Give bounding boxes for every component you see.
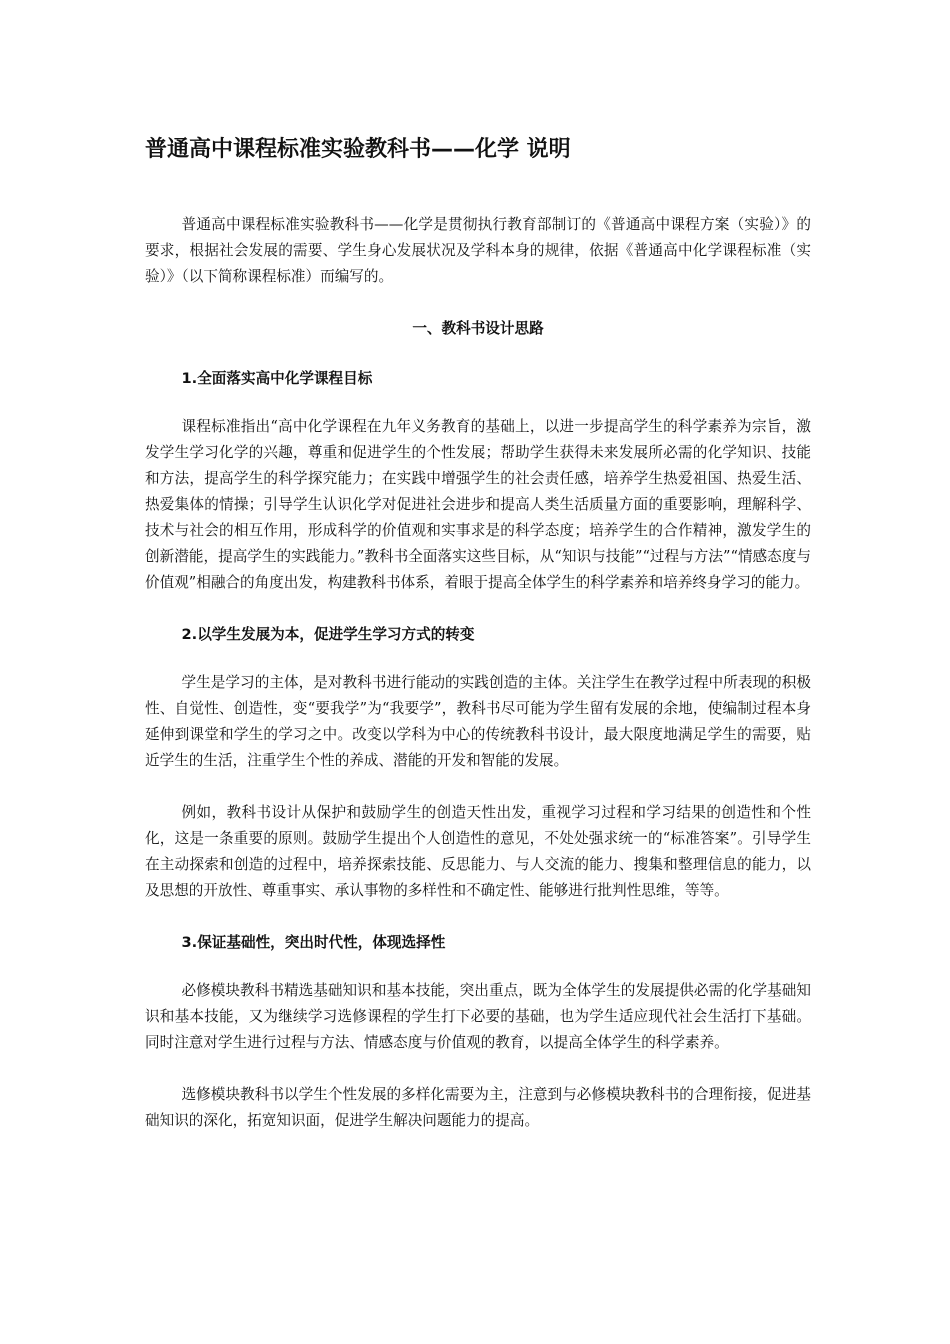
paragraph-required-modules: 必修模块教科书精选基础知识和基本技能，突出重点，既为全体学生的发展提供必需的化学基础知识和基本技能，又为继续学习选修课程的学生打下必要的基础，也为学生适应现代社会生活打下基础。同时注意对学生进行过程与方法、情感态度与价值观的教育，以提高全体学生的科学素养。 bbox=[145, 982, 811, 1051]
subheading-student-development: 2.以学生发展为本，促进学生学习方式的转变 bbox=[181, 626, 475, 643]
section-heading-design-approach: 一、教科书设计思路 bbox=[412, 320, 544, 337]
paragraph-student-development-1: 学生是学习的主体，是对教科书进行能动的实践创造的主体。关注学生在教学过程中所表现的积极性、自觉性、创造性，变“要我学”为“我要学”，教科书尽可能为学生留有发展的余地，使编制过程本身延伸到课堂和学生的学习之中。改变以学科为中心的传统教科书设计，最大限度地满足学生的需要，贴近学生的生活，注重学生个性的养成、潜能的开发和智能的发展。 bbox=[145, 674, 811, 769]
paragraph-course-goals: 课程标准指出“高中化学课程在九年义务教育的基础上，以进一步提高学生的科学素养为宗旨，激发学生学习化学的兴趣，尊重和促进学生的个性发展；帮助学生获得未来发展所必需的化学知识、技能和方法，提高学生的科学探究能力；在实践中增强学生的社会责任感，培养学生热爱祖国、热爱生活、热爱集体的情操；引导学生认识化学对促进社会进步和提高人类生活质量方面的重要影响，理解科学、技术与社会的相互作用，形成科学的价值观和实事求是的科学态度；培养学生的合作精神，激发学生的创新潜能，提高学生的实践能力。”教科书全面落实这些目标，从“知识与技能”“过程与方法”“情感态度与价值观”相融合的角度出发，构建教科书体系，着眼于提高全体学生的科学素养和培养终身学习的能力。 bbox=[145, 418, 811, 591]
subheading-course-goals: 1.全面落实高中化学课程目标 bbox=[181, 370, 373, 387]
subheading-basics-and-choice: 3.保证基础性，突出时代性，体现选择性 bbox=[181, 934, 446, 951]
paragraph-elective-modules: 选修模块教科书以学生个性发展的多样化需要为主，注意到与必修模块教科书的合理衔接，促进基础知识的深化，拓宽知识面，促进学生解决问题能力的提高。 bbox=[145, 1086, 811, 1129]
document-title: 普通高中课程标准实验教科书——化学 说明 bbox=[145, 137, 571, 162]
document-page bbox=[145, 128, 811, 1160]
paragraph-student-development-2: 例如，教科书设计从保护和鼓励学生的创造天性出发，重视学习过程和学习结果的创造性和个性化，这是一条重要的原则。鼓励学生提出个人创造性的意见，不处处强求统一的“标准答案”。引导学生在主动探索和创造的过程中，培养探索技能、反思能力、与人交流的能力、搜集和整理信息的能力，以及思想的开放性、尊重事实、承认事物的多样性和不确定性、能够进行批判性思维，等等。 bbox=[145, 804, 811, 899]
intro-paragraph: 普通高中课程标准实验教科书——化学是贯彻执行教育部制订的《普通高中课程方案（实验）》的要求，根据社会发展的需要、学生身心发展状况及学科本身的规律，依据《普通高中化学课程标准（实验）》（以下简称课程标准）而编写的。 bbox=[145, 216, 811, 285]
